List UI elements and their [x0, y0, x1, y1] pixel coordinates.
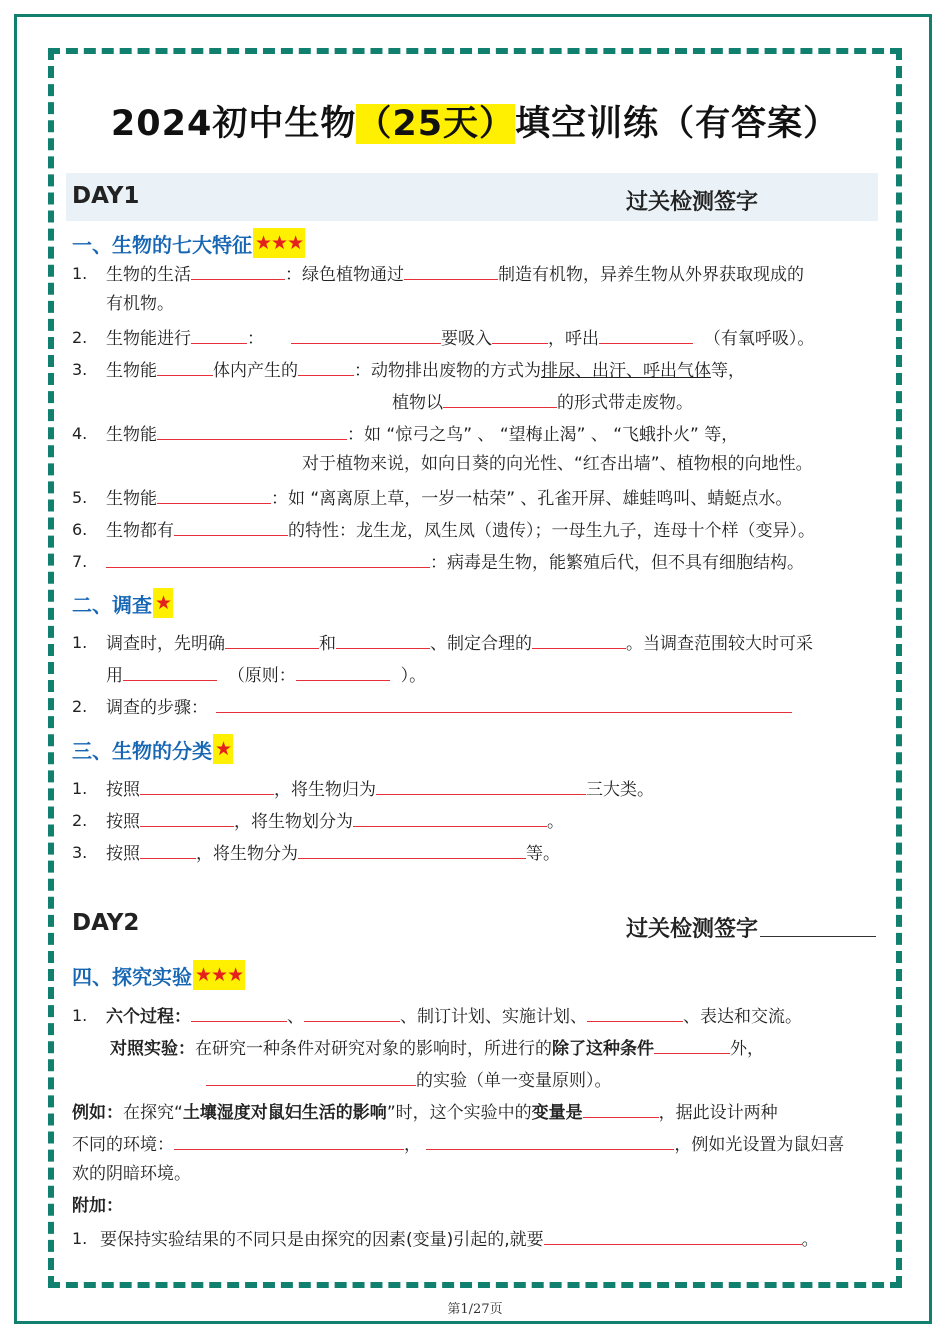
star-rating: ★	[213, 734, 233, 764]
s1-line-2: 生物能进行 ： 要吸入 ，呼出 （有氧呼吸）。	[106, 326, 814, 349]
fill-blank[interactable]	[298, 358, 354, 376]
day1-header	[66, 173, 878, 221]
fill-blank[interactable]	[296, 663, 390, 681]
fill-blank[interactable]	[191, 262, 285, 280]
section-title-4: 四、探究实验 ★★★	[72, 960, 245, 990]
s4-line-8: 要保持实验结果的不同只是由探究的因素(变量)引起的,就要 。	[100, 1227, 819, 1250]
s4-appendix-label: 附加：	[72, 1196, 123, 1216]
star-rating: ★★★	[253, 228, 305, 258]
s3-line-2: 按照 ，将生物划分为 。	[106, 809, 564, 832]
fill-blank[interactable]	[157, 486, 271, 504]
day2-header	[66, 900, 878, 948]
fill-blank[interactable]	[544, 1227, 802, 1245]
section-title-1: 一、生物的七大特征 ★★★	[72, 228, 305, 258]
fill-blank[interactable]	[174, 518, 288, 536]
page-number: 第1/27页	[447, 1302, 503, 1317]
s4-line-4: 例如：在探究“土壤湿度对鼠妇生活的影响”时，这个实验中的变量是 ，据此设计两种	[72, 1100, 778, 1123]
fill-blank[interactable]	[291, 326, 441, 344]
fill-blank[interactable]	[157, 358, 213, 376]
fill-blank[interactable]	[206, 1068, 416, 1086]
fill-blank[interactable]	[216, 695, 792, 713]
s1-line-1: 生物的生活 ：绿色植物通过 制造有机物，异养生物从外界获取现成的	[106, 262, 804, 285]
fill-blank[interactable]	[492, 326, 548, 344]
fill-blank[interactable]	[353, 809, 547, 827]
section-title-3: 三、生物的分类 ★	[72, 734, 233, 764]
sign-blank[interactable]	[760, 936, 876, 937]
s3-line-1: 按照 ，将生物归为 三大类。	[106, 777, 654, 800]
fill-blank[interactable]	[298, 841, 526, 859]
fill-blank[interactable]	[191, 1004, 287, 1022]
fill-blank[interactable]	[304, 1004, 400, 1022]
s4-line-1: 六个过程： 、 、制订计划、实施计划、 、表达和交流。	[106, 1004, 802, 1027]
fill-blank[interactable]	[532, 631, 626, 649]
fill-blank[interactable]	[376, 777, 586, 795]
star-rating: ★★★	[193, 960, 245, 990]
s1-line-5: 生物能 ：如 “离离原上草，一岁一枯荣” 、孔雀开屏、雄蛙鸣叫、蜻蜓点水。	[106, 486, 792, 509]
fill-blank[interactable]	[123, 663, 217, 681]
fill-blank[interactable]	[426, 1132, 674, 1150]
day1-label: DAY1	[72, 183, 140, 209]
fill-blank[interactable]	[225, 631, 319, 649]
fill-blank[interactable]	[583, 1100, 659, 1118]
fill-blank[interactable]	[654, 1036, 730, 1054]
day1-sign-label: 过关检测签字	[626, 190, 759, 215]
s4-line-3: 的实验（单一变量原则）。	[206, 1068, 612, 1091]
fill-blank[interactable]	[191, 326, 247, 344]
title-highlight: （25天）	[356, 104, 516, 144]
s4-line-5: 不同的环境： ， ，例如光设置为鼠妇喜	[72, 1132, 844, 1155]
fill-blank[interactable]	[443, 390, 557, 408]
fill-blank[interactable]	[336, 631, 430, 649]
fill-blank[interactable]	[599, 326, 693, 344]
day2-sign-label: 过关检测签字	[626, 917, 759, 942]
s1-line-4: 生物能 ：如 “惊弓之鸟” 、 “望梅止渴” 、 “飞蛾扑火” 等，	[106, 422, 738, 445]
day2-label: DAY2	[72, 910, 140, 936]
s2-line-2: 调查的步骤：	[106, 695, 792, 718]
s4-line-2: 对照实验：在研究一种条件对研究对象的影响时，所进行的除了这种条件 外，	[110, 1036, 764, 1059]
fill-blank[interactable]	[404, 262, 498, 280]
fill-blank[interactable]	[157, 422, 347, 440]
fill-blank[interactable]	[140, 809, 234, 827]
fill-blank[interactable]	[140, 841, 196, 859]
s2-line-1: 调查时，先明确 和 、制定合理的 。当调查范围较大时可采	[106, 631, 813, 654]
s1-line-3: 生物能 体内产生的 ：动物排出废物的方式为排尿、出汗、呼出气体等，	[106, 358, 745, 381]
s1-line-6: 生物都有 的特性：龙生龙，凤生凤（遗传）；一母生九子，连母十个样（变异）。	[106, 518, 815, 541]
fill-blank[interactable]	[106, 550, 430, 568]
page-title: 2024初中生物（25天）填空训练（有答案）	[110, 104, 840, 144]
s3-line-3: 按照 ，将生物分为 等。	[106, 841, 560, 864]
fill-blank[interactable]	[140, 777, 274, 795]
section-title-2: 二、调查 ★	[72, 588, 173, 618]
s1-line-7: ：病毒是生物，能繁殖后代，但不具有细胞结构。	[106, 550, 804, 573]
fill-blank[interactable]	[587, 1004, 683, 1022]
star-rating: ★	[153, 588, 173, 618]
fill-blank[interactable]	[174, 1132, 404, 1150]
